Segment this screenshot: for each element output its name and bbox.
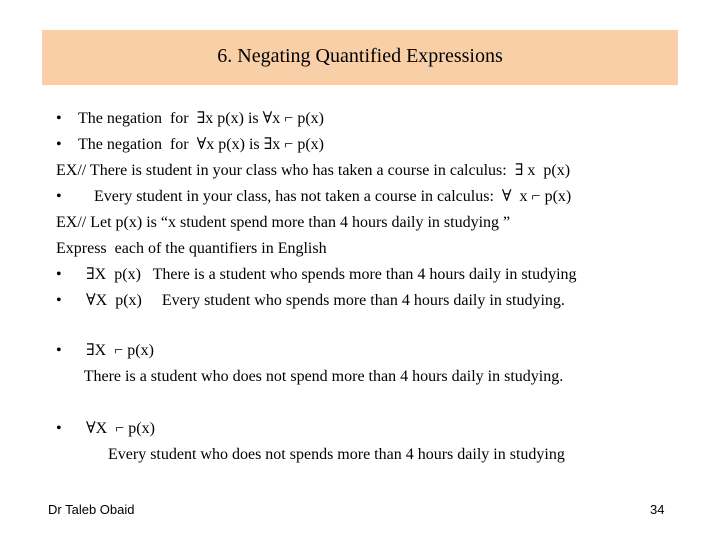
line-text: There is a student who does not spend more than 4 hours daily in studying. bbox=[83, 368, 564, 385]
title-band bbox=[42, 30, 678, 85]
line-text: ∀X p(x) Every student who spends more than 4 hours daily in studying. bbox=[78, 292, 565, 309]
bullet: • bbox=[56, 136, 62, 153]
line-text: ∃X ⌐ p(x) bbox=[78, 342, 154, 359]
bullet: • bbox=[56, 188, 62, 205]
bullet: • bbox=[56, 292, 62, 309]
line-text: Every student who does not spends more than 4 hours daily in studying bbox=[84, 446, 565, 463]
line-text: The negation for ∃x p(x) is ∀x ⌐ p(x) bbox=[78, 110, 324, 127]
line-text: Every student in your class, has not taken a course in calculus: ∀ x ⌐ p(x) bbox=[78, 188, 572, 205]
line-text: Express each of the quantifiers in English bbox=[56, 240, 327, 257]
line-10 bbox=[76, 347, 563, 387]
line-text: The negation for ∀x p(x) is ∃x ⌐ p(x) bbox=[78, 136, 324, 153]
line-text: EX// There is student in your class who has taken a course in calculus: ∃ x p(x) bbox=[56, 162, 571, 179]
line-8 bbox=[48, 271, 565, 311]
bullet: • bbox=[56, 266, 62, 283]
line-text: ∀X ⌐ p(x) bbox=[78, 420, 155, 437]
bullet: • bbox=[56, 342, 62, 359]
slide-title: 6. Negating Quantified Expressions bbox=[217, 45, 503, 67]
line-text: EX// Let p(x) is “x student spend more than 4 hours daily in studying ” bbox=[56, 214, 511, 231]
page-number: 34 bbox=[650, 502, 665, 517]
bullet: • bbox=[56, 110, 62, 127]
line-text: ∃X p(x) There is a student who spends more than 4 hours daily in studying bbox=[78, 266, 577, 283]
line-12 bbox=[76, 425, 565, 465]
bullet: • bbox=[56, 420, 62, 437]
footer-author: Dr Taleb Obaid bbox=[48, 502, 135, 517]
